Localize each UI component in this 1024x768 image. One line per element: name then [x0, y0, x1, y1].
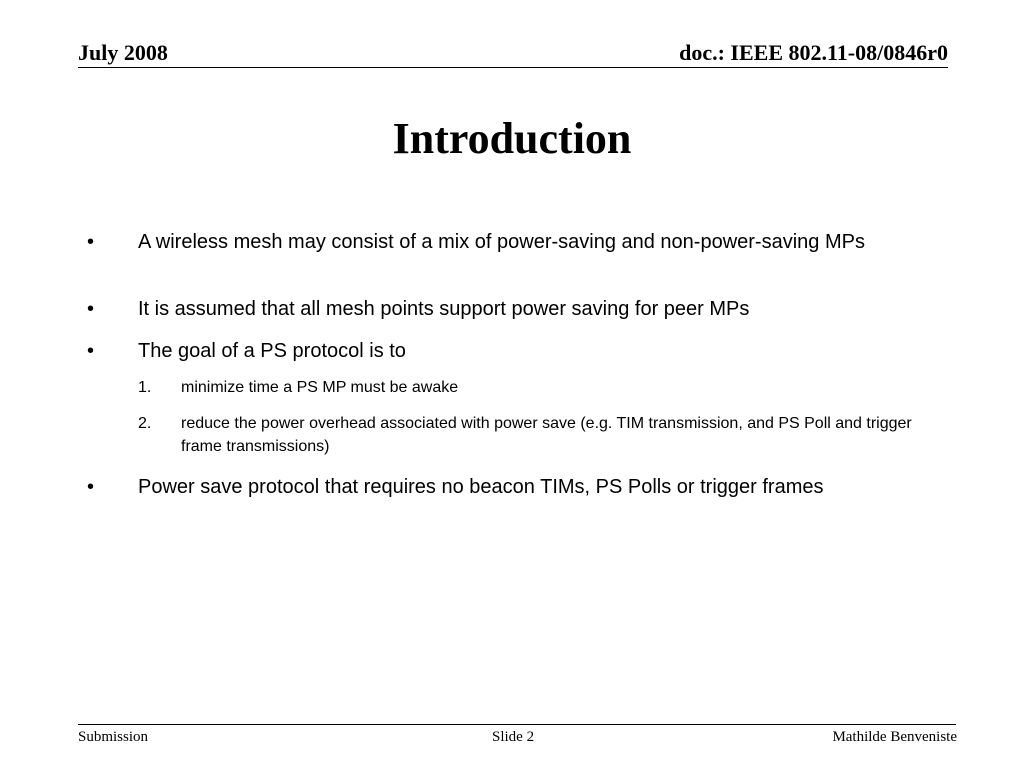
bullet-marker: •	[87, 298, 95, 320]
number-marker: 2.	[138, 415, 152, 432]
header-date: July 2008	[78, 40, 168, 65]
bullet-text: The goal of a PS protocol is to	[138, 340, 406, 362]
bullet-text: It is assumed that all mesh points support power saving for peer MPs	[138, 298, 750, 320]
number-marker: 1.	[138, 379, 152, 396]
footer-author: Mathilde Benveniste	[832, 729, 957, 745]
bullet-text: Power save protocol that requires no beacon TIMs, PS Polls or trigger frames	[138, 476, 824, 498]
header-rule	[78, 67, 948, 68]
footer-submission: Submission	[78, 729, 149, 745]
footer-slide-number: Slide 2	[492, 729, 535, 745]
bullet-marker: •	[87, 340, 95, 362]
bullet-marker: •	[87, 231, 95, 253]
footer-rule	[78, 724, 956, 725]
bullet-text: A wireless mesh may consist of a mix of power-saving and non-power-saving MPs	[138, 231, 865, 253]
numbered-text: reduce the power overhead associated with power save (e.g. TIM transmission, and PS Poll and trigger frame transmissions)	[181, 415, 912, 455]
numbered-text: minimize time a PS MP must be awake	[181, 379, 459, 396]
bullet-marker: •	[87, 476, 95, 498]
header-doc-id: doc.: IEEE 802.11-08/0846r0	[679, 40, 948, 65]
slide-title: Introduction	[392, 114, 632, 163]
